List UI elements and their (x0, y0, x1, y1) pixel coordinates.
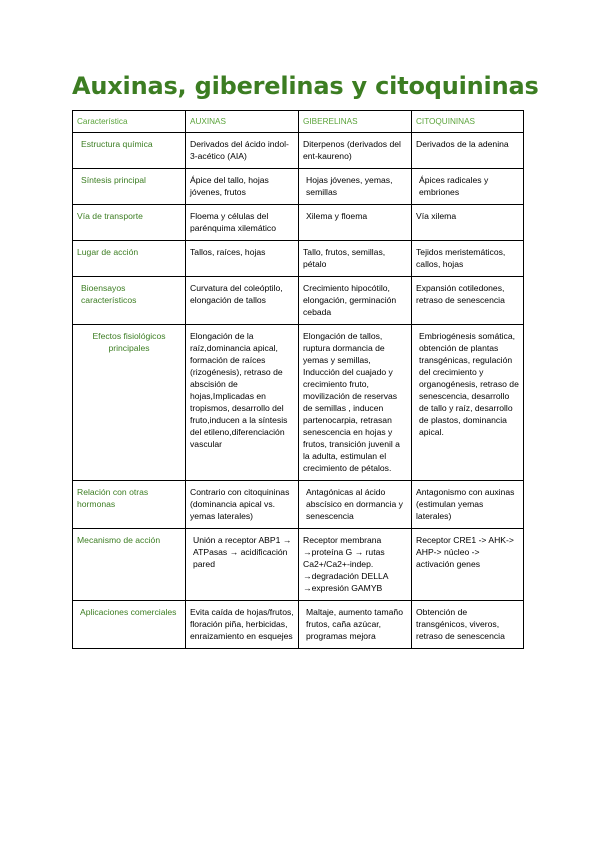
cell-citoquininas: Derivados de la adenina (412, 133, 524, 169)
cell-giberelinas: Maltaje, aumento tamaño frutos, caña azúcar, programas mejora (299, 601, 412, 649)
cell-citoquininas: Embriogénesis somática, obtención de plantas transgénicas, regulación del crecimiento y organogénesis, retraso de senescencia, desarrollo de tallo y raíz, desarrollo de plastos, dominancia apical. (412, 325, 524, 481)
cell-auxinas: Contrario con citoquininas (dominancia apical vs. yemas laterales) (186, 481, 299, 529)
table-row (73, 205, 524, 241)
row-label: Relación con otras hormonas (73, 481, 186, 529)
table-row (73, 601, 524, 649)
row-label: Aplicaciones comerciales (73, 601, 186, 649)
cell-giberelinas: Tallo, frutos, semillas, pétalo (299, 241, 412, 277)
row-label: Mecanismo de acción (73, 529, 186, 601)
cell-giberelinas: Xilema y floema (299, 205, 412, 241)
row-label: Lugar de acción (73, 241, 186, 277)
header-giberelinas: GIBERELINAS (299, 111, 412, 133)
row-label: Vía de transporte (73, 205, 186, 241)
page-title: Auxinas, giberelinas y citoquininas (72, 72, 539, 100)
cell-giberelinas: Elongación de tallos, ruptura dormancia de yemas y semillas, Inducción del cuajado y crecimiento fruto, movilización de reservas de semillas , inducen partenocarpia, retrasan senescencia en hojas y frutos, transición juvenil a la adulta, estimulan el crecimiento de pétalos. (299, 325, 412, 481)
table-row (73, 325, 524, 481)
table-row (73, 133, 524, 169)
cell-auxinas: Floema y células del parénquima xilemático (186, 205, 299, 241)
table-header-row (73, 111, 524, 133)
table-row (73, 529, 524, 601)
comparison-table (72, 110, 524, 649)
cell-citoquininas: Obtención de transgénicos, viveros, retraso de senescencia (412, 601, 524, 649)
cell-auxinas: Evita caída de hojas/frutos, floración piña, herbicidas, enraizamiento en esquejes (186, 601, 299, 649)
table-row (73, 241, 524, 277)
cell-citoquininas: Tejidos meristemáticos, callos, hojas (412, 241, 524, 277)
cell-giberelinas: Diterpenos (derivados del ent-kaureno) (299, 133, 412, 169)
cell-auxinas: Elongación de la raíz,dominancia apical, formación de raíces (rizogénesis), retraso de abscisión de hojas,Implicadas en tropismos, desarrollo del fruto,inducen a la síntesis del etileno,diferenciación vascular (186, 325, 299, 481)
header-caracteristica: Característica (73, 111, 186, 133)
header-citoquininas: CITOQUININAS (412, 111, 524, 133)
row-label: Estructura química (73, 133, 186, 169)
cell-giberelinas: Hojas jóvenes, yemas, semillas (299, 169, 412, 205)
table-row (73, 169, 524, 205)
cell-auxinas: Derivados del ácido indol-3-acético (AIA) (186, 133, 299, 169)
cell-auxinas: Ápice del tallo, hojas jóvenes, frutos (186, 169, 299, 205)
cell-giberelinas: Receptor membrana →proteína G → rutas Ca2+/Ca2+-indep. →degradación DELLA →expresión GAMYB (299, 529, 412, 601)
cell-citoquininas: Receptor CRE1 -> AHK-> AHP-> núcleo -> activación genes (412, 529, 524, 601)
table-row (73, 481, 524, 529)
cell-citoquininas: Vía xilema (412, 205, 524, 241)
cell-citoquininas: Ápices radicales y embriones (412, 169, 524, 205)
header-auxinas: AUXINAS (186, 111, 299, 133)
cell-giberelinas: Antagónicas al ácido abscísico en dormancia y senescencia (299, 481, 412, 529)
cell-giberelinas: Crecimiento hipocótilo, elongación, germinación cebada (299, 277, 412, 325)
table-row (73, 277, 524, 325)
cell-auxinas: Unión a receptor ABP1 → ATPasas → acidificación pared (186, 529, 299, 601)
cell-citoquininas: Antagonismo con auxinas (estimulan yemas laterales) (412, 481, 524, 529)
row-label: Bioensayos característicos (73, 277, 186, 325)
cell-auxinas: Curvatura del coleóptilo, elongación de tallos (186, 277, 299, 325)
row-label: Síntesis principal (73, 169, 186, 205)
row-label: Efectos fisiológicos principales (73, 325, 186, 481)
cell-citoquininas: Expansión cotiledones, retraso de senescencia (412, 277, 524, 325)
cell-auxinas: Tallos, raíces, hojas (186, 241, 299, 277)
